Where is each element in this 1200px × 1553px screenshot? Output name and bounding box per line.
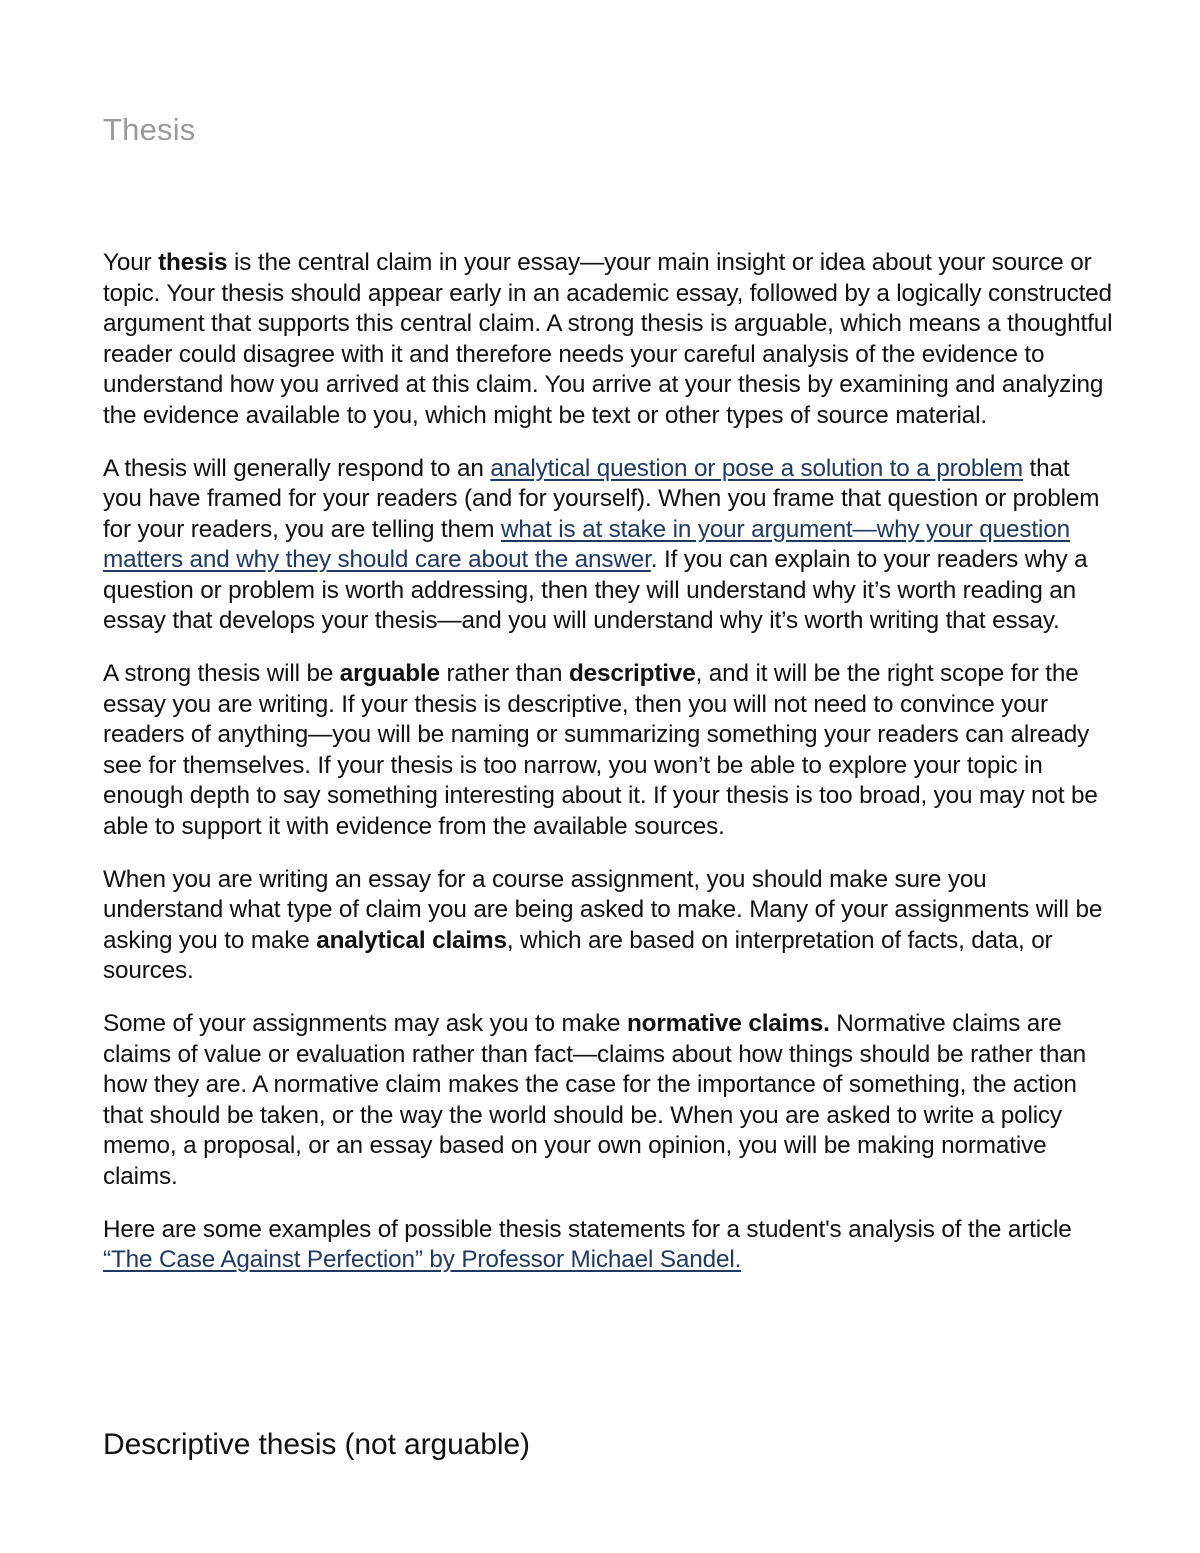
paragraph-arguable-vs-descriptive (103, 659, 1113, 842)
bold-term-arguable: arguable (339, 660, 440, 687)
text-run: , and it will be the right scope for the essay you are writing. If your thesis is descriptive, then you will not need to convince your readers of anything—you will be naming or summarizing something your readers can already see for themselves. If your thesis is too narrow, you won’t be able to explore your topic in enough depth to say something interesting about it. If your thesis is too broad, you may not be able to support it with evidence from the available sources. (103, 660, 1098, 840)
link-case-against-perfection[interactable]: “The Case Against Perfection” by Professor Michael Sandel. (103, 1246, 742, 1273)
link-what-is-at-stake[interactable]: what is at stake in your argument—why your question matters and why they should care about the answer (103, 515, 1070, 573)
paragraph-analytical-question (103, 454, 1113, 637)
text-run: When you are writing an essay for a course assignment, you should make sure you understand what type of claim you are being asked to make. Many of your assignments will be asking you to make (103, 865, 1103, 954)
text-run: Your (103, 249, 159, 276)
text-run: is the central claim in your essay—your main insight or idea about your source or topic. Your thesis should appear early in an academic essay, followed by a logically constructed argument that supports this central claim. A strong thesis is arguable, which means a thoughtful reader could disagree with it and therefore needs your careful analysis of the evidence to understand how you arrived at this claim. You arrive at your thesis by examining and analyzing the evidence available to you, which might be text or other types of source material. (103, 249, 1113, 429)
paragraph-analytical-claims (103, 865, 1113, 987)
paragraph-thesis-definition (103, 248, 1113, 431)
paragraph-normative-claims (103, 1009, 1113, 1192)
bold-term-thesis: thesis (158, 249, 228, 276)
text-run: Normative claims are claims of value or evaluation rather than fact—claims about how things should be rather than how they are. A normative claim makes the case for the importance of something, the action that should be taken, or the way the world should be. When you are asked to write a policy memo, a proposal, or an essay based on your own opinion, you will be making normative claims. (103, 1010, 1086, 1190)
section-heading-descriptive-thesis: Descriptive thesis (not arguable) (103, 1428, 530, 1461)
document-body (103, 248, 1113, 1298)
bold-term-normative-claims: normative claims. (626, 1010, 830, 1037)
link-analytical-question[interactable]: analytical question or pose a solution to a problem (490, 454, 1023, 482)
document-title: Thesis (103, 112, 196, 147)
text-run: . If you can explain to your readers why a question or problem is worth addressing, then they will understand why it’s worth reading an essay that develops your thesis—and you will understand why it’s worth writing that essay. (103, 546, 1088, 634)
text-run: rather than (439, 660, 569, 687)
text-run: Here are some examples of possible thesis statements for a student's analysis of the article (103, 1215, 1072, 1243)
bold-term-descriptive: descriptive (568, 660, 696, 687)
text-run: Some of your assignments may ask you to make (103, 1010, 627, 1037)
text-run: , which are based on interpretation of facts, data, or sources. (103, 926, 1053, 984)
text-run: A thesis will generally respond to an (103, 454, 491, 482)
bold-term-analytical-claims: analytical claims (316, 926, 507, 954)
paragraph-examples-intro (103, 1215, 1113, 1276)
text-run: that you have framed for your readers (and for yourself). When you frame that question or problem for your readers, you are telling them (103, 454, 1100, 543)
text-run: A strong thesis will be (103, 660, 340, 687)
